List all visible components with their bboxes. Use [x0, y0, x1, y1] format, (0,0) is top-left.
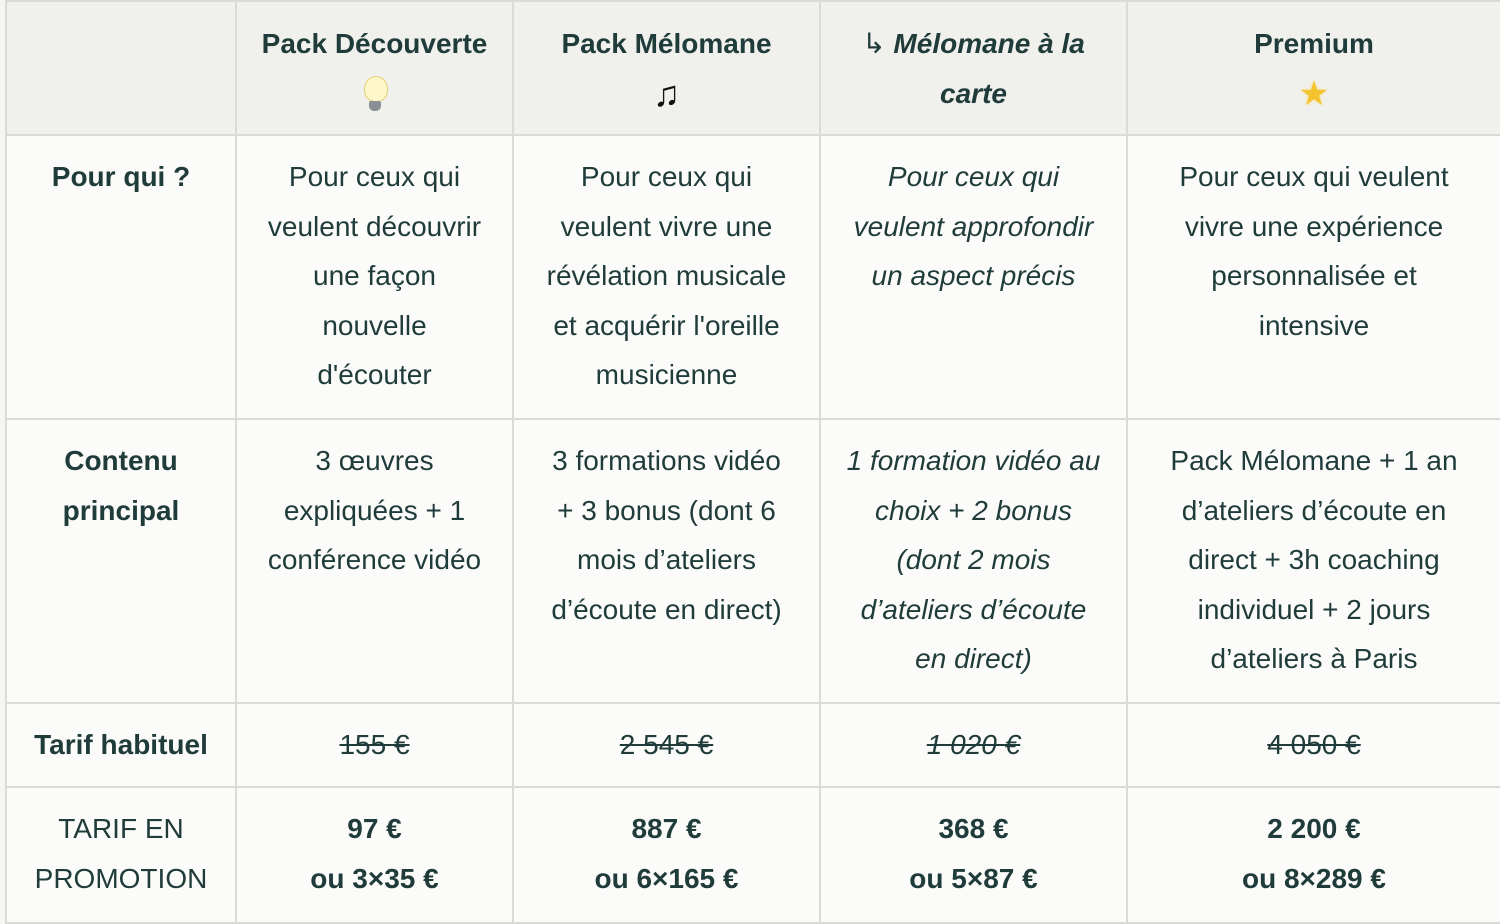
- cell-line: Pour ceux qui: [580, 161, 753, 192]
- cell-line: TARIF EN: [58, 813, 184, 844]
- cell-line: direct + 3h coaching: [1188, 544, 1440, 575]
- promo-price-melomane: [513, 787, 820, 923]
- cell-line: choix + 2 bonus: [875, 494, 1072, 526]
- row-label: Pour qui ?: [6, 135, 236, 419]
- lightbulb-icon: [363, 76, 387, 114]
- cell-line: révélation musicale: [546, 260, 787, 291]
- music-notes-icon: ♫: [653, 72, 680, 114]
- header-pack-melomane: [513, 1, 820, 135]
- header-title-line2: carte: [940, 77, 1007, 109]
- cell-line: 2 200 €: [1267, 813, 1361, 844]
- cell-line: un aspect précis: [871, 260, 1076, 291]
- row-label: [6, 787, 236, 923]
- cell-line: d’ateliers à Paris: [1210, 643, 1418, 674]
- header-title: Premium: [1254, 28, 1374, 59]
- cell-line: ou 6×165 €: [594, 862, 739, 894]
- cell-line: individuel + 2 jours: [1197, 593, 1431, 625]
- cell-line: Contenu: [64, 445, 178, 476]
- regular-price-melomane: 2 545 €: [513, 703, 820, 787]
- header-pack-decouverte: [236, 1, 513, 135]
- glowing-star-icon: ★: [1298, 75, 1330, 114]
- pricing-comparison-table: [5, 0, 1500, 924]
- table-row-pour-qui: [6, 135, 1500, 419]
- cell-line: PROMOTION: [34, 862, 208, 894]
- cell-line: Pour ceux qui veulent: [1179, 161, 1449, 192]
- cell-line: + 3 bonus (dont 6: [557, 494, 776, 526]
- cell-line: 887 €: [631, 813, 702, 844]
- cell-pour-qui-premium: [1127, 135, 1500, 419]
- cell-line: veulent vivre une: [560, 210, 773, 242]
- cell-line: ou 3×35 €: [310, 862, 439, 894]
- regular-price-a-la-carte: 1 020 €: [820, 703, 1127, 787]
- cell-line: d’ateliers d’écoute en: [1181, 494, 1447, 526]
- cell-line: d’ateliers d’écoute: [860, 593, 1087, 625]
- cell-line: d’écoute en direct): [551, 593, 782, 625]
- sub-arrow-icon: ↳: [862, 28, 886, 59]
- header-title: Pack Mélomane: [561, 28, 772, 59]
- cell-line: veulent découvrir: [267, 210, 482, 242]
- cell-contenu-premium: [1127, 419, 1500, 703]
- cell-line: personnalisée et: [1211, 260, 1417, 291]
- table-row-contenu: [6, 419, 1500, 703]
- table-row-tarif-habituel: [6, 703, 1500, 787]
- cell-contenu-a-la-carte: [820, 419, 1127, 703]
- cell-line: Pack Mélomane + 1 an: [1170, 445, 1458, 476]
- row-label: Tarif habituel: [6, 703, 236, 787]
- cell-line: 3 œuvres: [315, 445, 434, 476]
- cell-line: et acquérir l'oreille: [553, 309, 780, 341]
- cell-line: mois d’ateliers: [577, 544, 756, 575]
- cell-line: intensive: [1258, 309, 1370, 341]
- cell-contenu-decouverte: [236, 419, 513, 703]
- cell-line: musicienne: [595, 359, 738, 390]
- cell-line: 3 formations vidéo: [552, 445, 781, 476]
- cell-line: ou 5×87 €: [909, 862, 1038, 894]
- cell-line: 368 €: [938, 813, 1009, 844]
- header-premium: [1127, 1, 1500, 135]
- cell-line: 97 €: [347, 813, 402, 844]
- row-label: [6, 419, 236, 703]
- table-header-row: [6, 1, 1500, 135]
- cell-contenu-melomane: [513, 419, 820, 703]
- cell-line: d'écouter: [317, 359, 432, 390]
- promo-price-decouverte: [236, 787, 513, 923]
- regular-price-premium: 4 050 €: [1127, 703, 1500, 787]
- header-title: Pack Découverte: [261, 28, 488, 59]
- cell-line: nouvelle: [322, 309, 427, 341]
- cell-line: (dont 2 mois: [896, 544, 1051, 575]
- header-corner-cell: [6, 1, 236, 135]
- cell-line: veulent approfondir: [853, 210, 1094, 242]
- cell-line: 1 formation vidéo au: [846, 445, 1101, 476]
- cell-line: une façon: [313, 260, 436, 291]
- cell-line: ou 8×289 €: [1242, 862, 1386, 894]
- cell-line: Pour ceux qui: [288, 161, 461, 192]
- header-melomane-a-la-carte: [820, 1, 1127, 135]
- cell-pour-qui-decouverte: [236, 135, 513, 419]
- cell-line: en direct): [915, 643, 1032, 674]
- header-title-line1: Mélomane à la: [893, 28, 1085, 59]
- regular-price-decouverte: 155 €: [236, 703, 513, 787]
- cell-line: Pour ceux qui: [887, 161, 1060, 192]
- table-row-tarif-promotion: [6, 787, 1500, 923]
- cell-line: principal: [62, 494, 180, 526]
- cell-pour-qui-a-la-carte: [820, 135, 1127, 419]
- cell-line: expliquées + 1: [283, 494, 466, 526]
- cell-line: conférence vidéo: [267, 544, 482, 575]
- cell-line: vivre une expérience: [1184, 210, 1444, 242]
- promo-price-premium: [1127, 787, 1500, 923]
- promo-price-a-la-carte: [820, 787, 1127, 923]
- cell-pour-qui-melomane: [513, 135, 820, 419]
